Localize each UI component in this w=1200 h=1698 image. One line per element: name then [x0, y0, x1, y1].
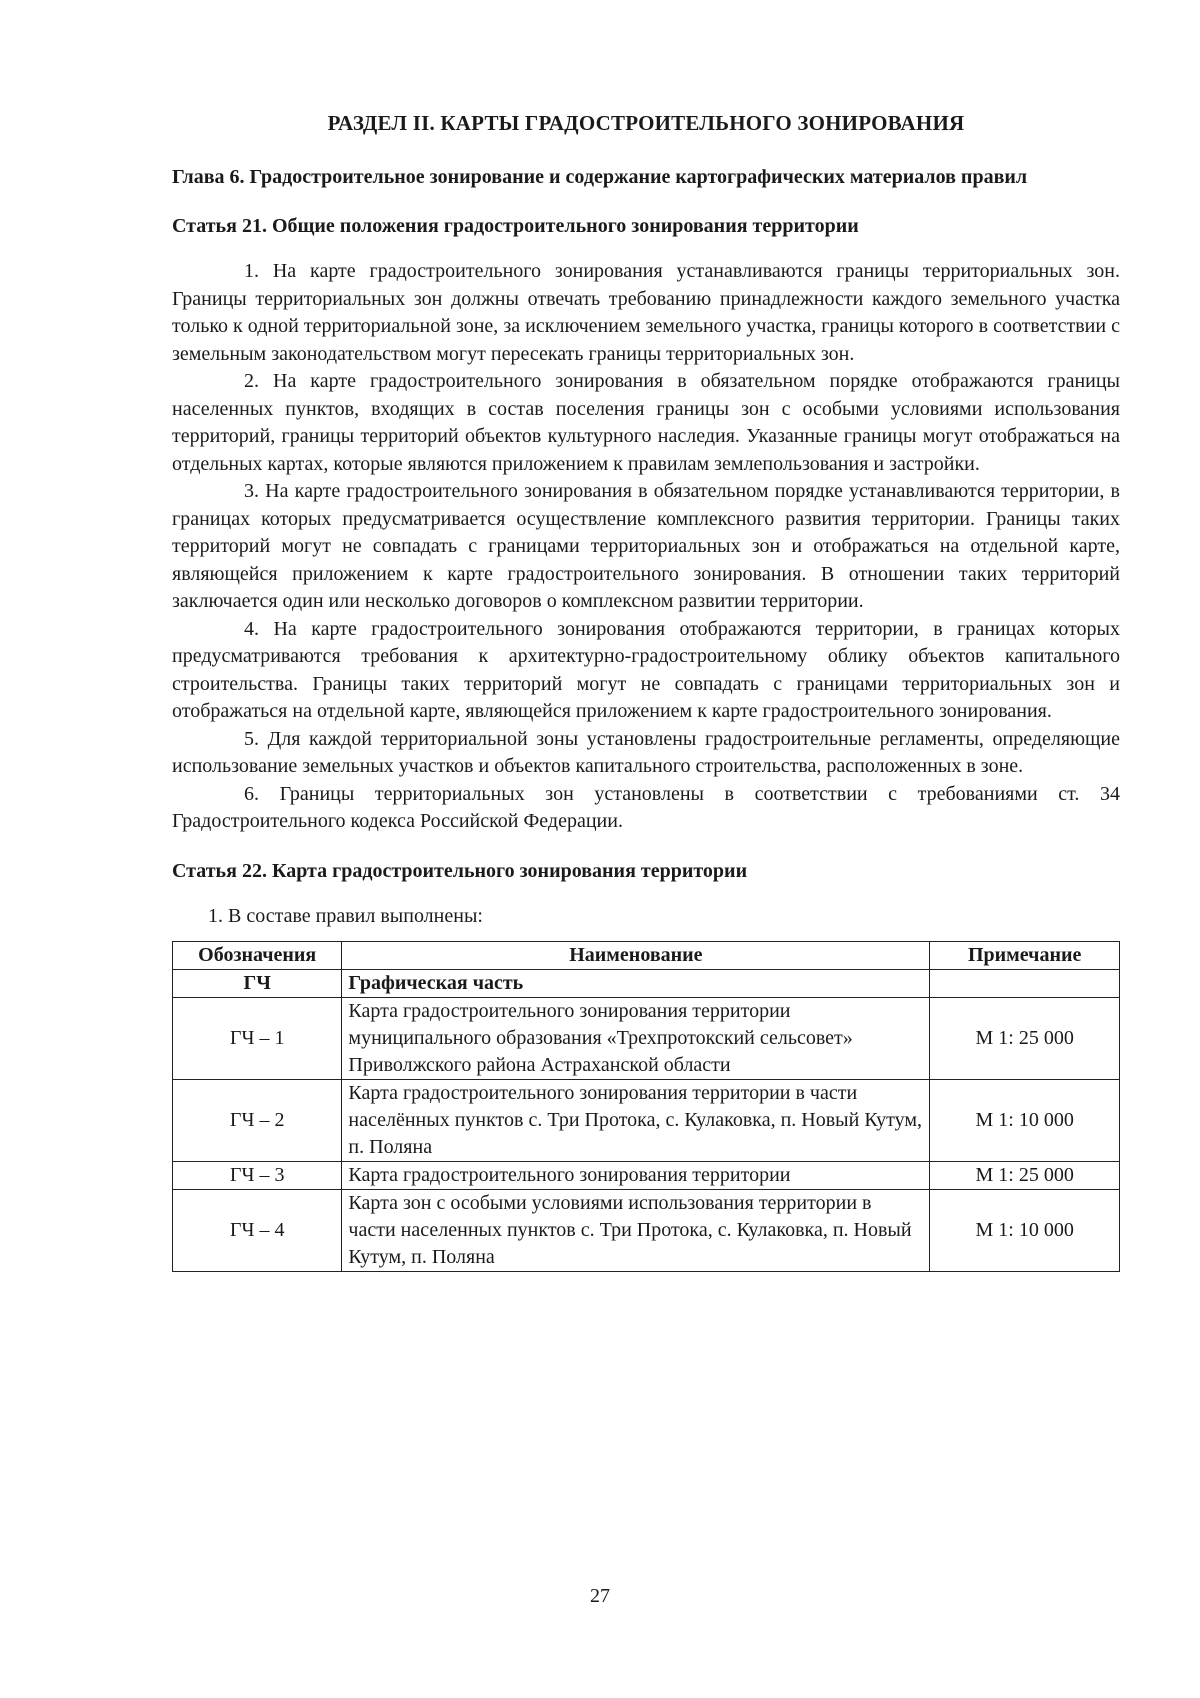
header-name: Наименование [342, 941, 930, 969]
group-note [930, 969, 1120, 997]
article-21-paragraph-6: 6. Границы территориальных зон установлены в соответствии с требованиями ст. 34 Градостроительного кодекса Российской Федерации. [172, 782, 1120, 832]
row-note: М 1: 10 000 [930, 1189, 1120, 1271]
article-21-paragraph-2: 2. На карте градостроительного зонирования в обязательном порядке отображаются границы населенных пунктов, входящих в состав поселения границы зон с особыми условиями использования территорий, границы территорий объектов культурного наследия. Указанные границы могут отображаться на отдельных картах, которые являются приложением к правилам землепользования и застройки. [172, 370, 1120, 475]
table-header-row [173, 941, 1120, 969]
article-21-paragraph-3: 3. На карте градостроительного зонирования в обязательном порядке устанавливаются территории, в границах которых предусматривается осуществление комплексного развития территории. Границы таких территорий могут не совпадать с границами территориальных зон и отображаться на отдельной карте, являющейся приложением к карте градостроительного зонирования. В отношении таких территорий заключается один или несколько договоров о комплексном развитии территории. [172, 480, 1120, 612]
group-code: ГЧ [173, 969, 342, 997]
row-note: М 1: 25 000 [930, 997, 1120, 1079]
article-21-paragraph-1: 1. На карте градостроительного зонирования устанавливаются границы территориальных зон. Границы территориальных зон должны отвечать требованию принадлежности каждого земельного участка только к одной территориальной зоне, за исключением земельного участка, границы которого в соответствии с земельным законодательством могут пересекать границы территориальных зон. [172, 260, 1120, 365]
row-note: М 1: 25 000 [930, 1161, 1120, 1189]
chapter-title: Глава 6. Градостроительное зонирование и содержание картографических материалов правил [172, 165, 1028, 188]
row-name: Карта зон с особыми условиями использования территории в части населенных пунктов с. Три Протока, с. Кулаковка, п. Новый Кутум, п. Поляна [342, 1189, 930, 1271]
list-intro: 1. В составе правил выполнены: [208, 905, 483, 927]
row-code: ГЧ – 3 [173, 1161, 342, 1189]
table-row [173, 1161, 1120, 1189]
table-row [173, 997, 1120, 1079]
article-21-paragraph-5: 5. Для каждой территориальной зоны установлены градостроительные регламенты, определяющие использование земельных участков и объектов капитального строительства, расположенных в зоне. [172, 727, 1120, 777]
row-code: ГЧ – 1 [173, 997, 342, 1079]
row-name: Карта градостроительного зонирования территории [342, 1161, 930, 1189]
materials-table [172, 941, 1120, 1272]
article-21-paragraph-4: 4. На карте градостроительного зонирования отображаются территории, в границах которых предусматриваются требования к архитектурно-градостроительному облику объектов капитального строительства. Границы таких территорий могут не совпадать с границами территориальных зон и отображаться на отдельной карте, являющейся приложением к карте градостроительного зонирования. [172, 617, 1120, 722]
table-row [173, 1189, 1120, 1271]
header-codes: Обозначения [173, 941, 342, 969]
document-page [172, 110, 1120, 1272]
group-name: Графическая часть [342, 969, 930, 997]
page-number: 27 [590, 1585, 610, 1607]
header-note: Примечание [930, 941, 1120, 969]
row-code: ГЧ – 2 [173, 1079, 342, 1161]
table-group-row [173, 969, 1120, 997]
article-21-title: Статья 21. Общие положения градостроительного зонирования территории [172, 214, 859, 237]
article-22-title: Статья 22. Карта градостроительного зонирования территории [172, 859, 748, 882]
section-title: РАЗДЕЛ II. КАРТЫ ГРАДОСТРОИТЕЛЬНОГО ЗОНИРОВАНИЯ [327, 111, 965, 135]
row-name: Карта градостроительного зонирования территории муниципального образования «Трехпротокский сельсовет» Приволжского района Астраханской области [342, 997, 930, 1079]
row-note: М 1: 10 000 [930, 1079, 1120, 1161]
table-row [173, 1079, 1120, 1161]
row-code: ГЧ – 4 [173, 1189, 342, 1271]
row-name: Карта градостроительного зонирования территории в части населённых пунктов с. Три Протока, с. Кулаковка, п. Новый Кутум, п. Поляна [342, 1079, 930, 1161]
